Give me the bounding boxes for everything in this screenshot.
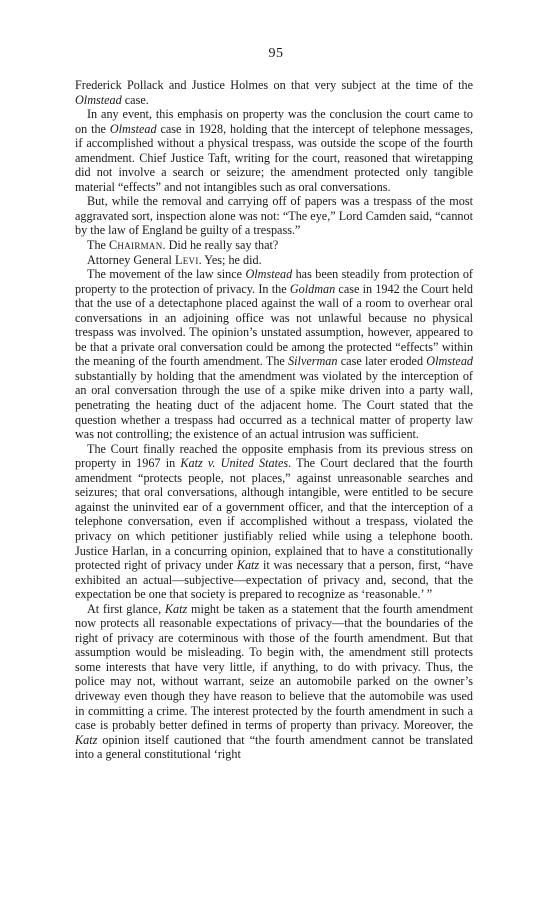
body-text [75, 78, 473, 762]
text-run: Frederick Pollack and Justice Holmes on that very subject at the time of the [75, 78, 473, 92]
italic-text: Olmstead [426, 354, 474, 369]
paragraph [75, 602, 473, 762]
speaker-name: Levi [175, 252, 199, 267]
text-run: In any event, this emphasis on property was the conclusion the court came to on the [75, 107, 473, 136]
text-run: case later eroded [337, 354, 427, 369]
text-run: The [87, 238, 109, 253]
text-run: . Did he really say that? [162, 238, 279, 253]
italic-text: Silverman [288, 354, 338, 369]
text-run: case in 1928, holding that the intercept of telephone messages, if accomplished without a physical trespass, was outside the scope of the fourth amendment. Chief Justice Taft, writing for the court, reasoned that wiretapping did not involve a search or seizure; the amendment protected only tangible material “effects” and not intangibles such as oral conversations. [75, 121, 473, 194]
paragraph [75, 442, 473, 602]
italic-text: Olmstead [109, 121, 157, 136]
text-run: it was necessary that a person, first, “have exhibited an actual—subjective—expectation of privacy and, second, that the expectation be one that society is prepared to recognize as ‘reasonable.’ ” [75, 558, 473, 602]
italic-text: Katz v. United States [180, 456, 289, 471]
paragraph [75, 267, 473, 442]
text-run: case in 1942 the Court held that the use of a detectaphone placed against the wall of a room to overhear oral conversations in an adjoining office was not unlawful because no physical trespass was involved. The opinion’s unstated assumption, however, appeared to be that a private oral conversation could be among the protected “effects” within the meaning of the fourth amendment. The [75, 281, 473, 369]
text-run: . Yes; he did. [198, 252, 262, 267]
text-run: But, while the removal and carrying off of papers was a trespass of the most aggravated sort, inspection alone was not: “The eye,” Lord Camden said, “cannot by the law of England be guilty of a trespass.” [75, 194, 473, 238]
italic-text: Katz [236, 558, 260, 573]
speaker-name: Chairman [109, 238, 163, 253]
paragraph [75, 107, 473, 194]
text-run: substantially by holding that the amendment was violated by the interception of an oral conversation through the use of a spike mike driven into a party wall, penetrating the heating duct of the adjacent home. The Court stated that the question whether a trespass had occurred as a technical matter of property law was not controlling; the existence of an actual intrusion was sufficient. [75, 368, 473, 442]
italic-text: Katz [164, 601, 188, 616]
paragraph [75, 238, 473, 253]
text-run: The Court finally reached the opposite emphasis from its previous stress on property in 1967 in [75, 441, 473, 471]
text-run: The movement of the law since [87, 267, 246, 282]
paragraph [75, 253, 473, 268]
paragraph [75, 194, 473, 238]
text-run: has been steadily from protection of property to the protection of privacy. In the [75, 267, 473, 296]
text-run: opinion itself cautioned that “the fourth amendment cannot be translated into a general constitutional ‘right [75, 732, 473, 762]
italic-text: Olmstead [75, 92, 122, 107]
text-run: case. [121, 92, 149, 107]
text-run: Attorney General [87, 252, 175, 267]
page-number: 95 [268, 46, 284, 61]
text-run: might be taken as a statement that the fourth amendment now protects all reasonable expectations of privacy—that the boundaries of the right of privacy are coterminous with those of the fourth amendment. But that assumption would be misleading. To begin with, the amendment still protects some interests that have very little, if anything, to do with privacy. Thus, the police may not, without warrant, seize an automobile parked on the owner’s driveway even though they have reason to believe that the automobile was used in committing a crime. The interest protected by the fourth amendment in such a case is probably better defined in terms of property than privacy. Moreover, the [75, 601, 473, 733]
italic-text: Olmstead [245, 267, 293, 282]
italic-text: Goldman [289, 281, 336, 296]
italic-text: Katz [75, 732, 98, 747]
paragraph [75, 78, 473, 107]
text-run: At first glance, [87, 601, 165, 616]
text-run: . The Court declared that the fourth amendment “protects people, not places,” against unreasonable searches and seizures; that oral conversations, although intangible, were entitled to be secure against the uninvited ear of a government officer, and that the interception of a telephone conversation, even if accomplished without a trespass, violated the privacy on which petitioner justifiably relied while using a telephone booth. Justice Harlan, in a concurring opinion, explained that to have a constitutionally protected right of privacy under [75, 456, 473, 573]
